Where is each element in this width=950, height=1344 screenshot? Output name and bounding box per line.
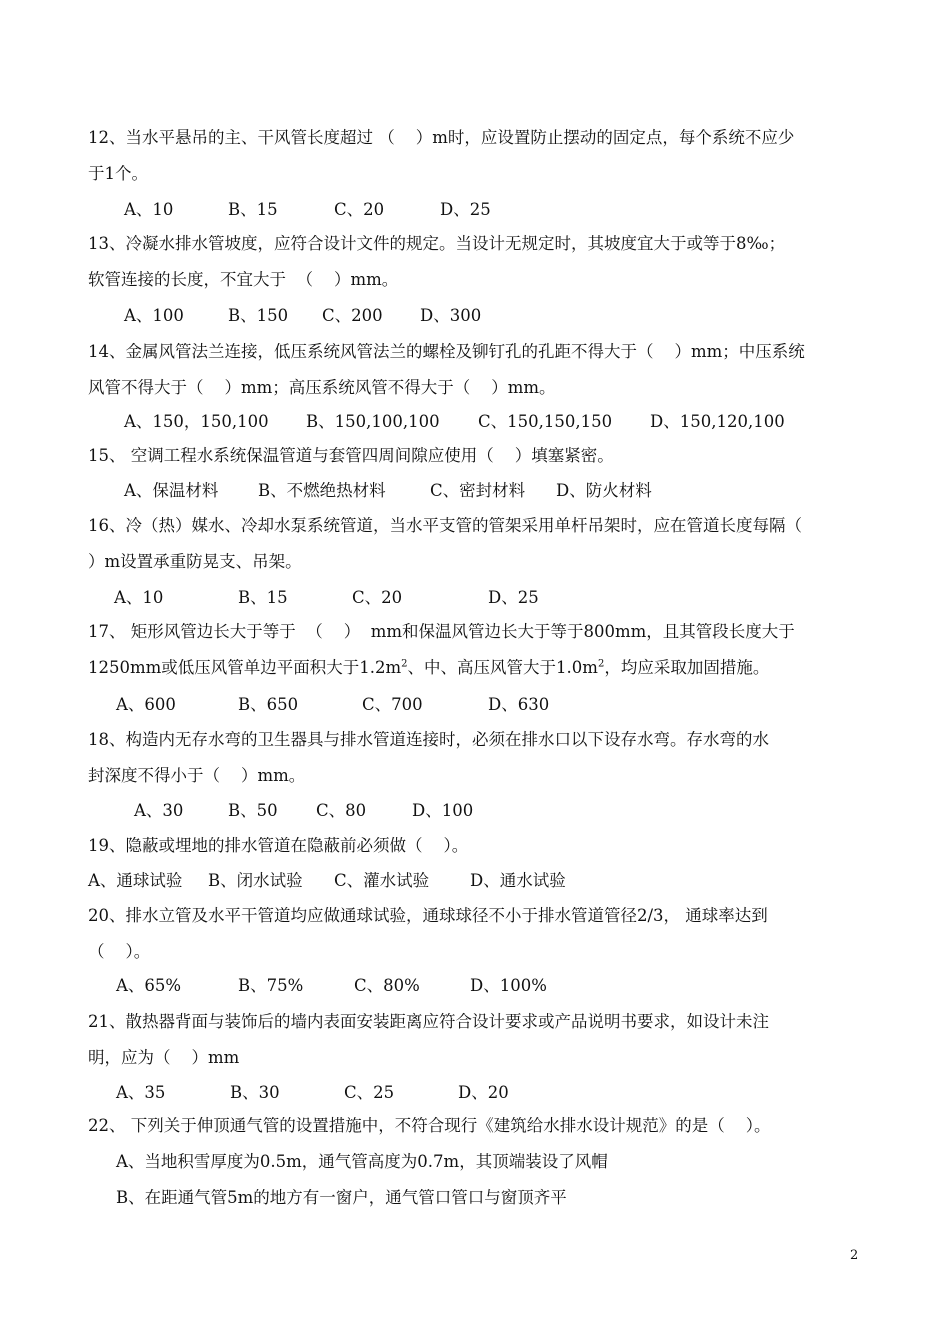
- q15-line-1: 15、 空调工程水系统保温管道与套管四周间隙应使用（ ）填塞紧密。: [88, 446, 614, 465]
- q19-option-b: B、闭水试验: [208, 871, 303, 890]
- q20-option-c: C、80%: [354, 976, 420, 995]
- q21-line-2: 明，应为（ ）mm: [88, 1048, 240, 1067]
- q18-option-d: D、100: [412, 801, 474, 820]
- q12-option-c: C、20: [334, 200, 385, 219]
- q19-option-a: A、通球试验: [88, 871, 183, 890]
- q17-option-c: C、700: [362, 695, 423, 714]
- q13-option-b: B、150: [228, 306, 289, 325]
- q20-option-a: A、65%: [116, 976, 182, 995]
- q13-line-1: 13、冷凝水排水管坡度，应符合设计文件的规定。当设计无规定时，其坡度宜大于或等于8‰；: [88, 234, 786, 253]
- q16-option-c: C、20: [352, 588, 403, 607]
- q18-option-a: A、30: [134, 801, 184, 820]
- q21-option-b: B、30: [230, 1083, 280, 1102]
- q17-line-2-part-1: 1250mm或低压风管单边平面积大于1.2m: [88, 658, 402, 677]
- q21-option-a: A、35: [116, 1083, 166, 1102]
- q17-line-2: [88, 656, 769, 680]
- q16-line-2: ）m设置承重防晃支、吊架。: [88, 552, 302, 571]
- q15-option-d: D、防火材料: [556, 481, 652, 500]
- q14-option-b: B、150,100,100: [306, 412, 440, 431]
- q20-option-b: B、75%: [238, 976, 304, 995]
- q18-line-1: 18、构造内无存水弯的卫生器具与排水管道连接时，必须在排水口以下设存水弯。存水弯的水: [88, 730, 769, 749]
- q14-option-c: C、150,150,150: [478, 412, 613, 431]
- q20-line-2: （ ）。: [88, 942, 151, 961]
- q17-option-a: A、600: [116, 695, 176, 714]
- q17-line-2-part-2: 、中、高压风管大于1.0m: [407, 658, 598, 677]
- q22-option-a: A、当地积雪厚度为0.5m，通气管高度为0.7m，其顶端装设了风帽: [116, 1152, 608, 1171]
- q17-option-b: B、650: [238, 695, 299, 714]
- q20-option-d: D、100%: [470, 976, 547, 995]
- q17-superscript-1: 2: [401, 658, 408, 670]
- q14-line-2: 风管不得大于（ ）mm；高压系统风管不得大于（ ）mm。: [88, 378, 556, 397]
- q17-option-d: D、630: [488, 695, 550, 714]
- q14-option-a: A、150，150,100: [124, 412, 269, 431]
- q13-line-2: 软管连接的长度，不宜大于 （ ）mm。: [88, 270, 399, 289]
- q19-line-1: 19、隐蔽或埋地的排水管道在隐蔽前必须做（ ）。: [88, 836, 469, 855]
- q19-option-d: D、通水试验: [470, 871, 566, 890]
- q17-superscript-2: 2: [597, 658, 605, 670]
- q12-line-1: 12、当水平悬吊的主、干风管长度超过 （ ）m时，应设置防止摆动的固定点，每个系统不应少: [88, 128, 795, 147]
- q16-option-d: D、25: [488, 588, 539, 607]
- q22-option-b: B、在距通气管5m的地方有一窗户，通气管口管口与窗顶齐平: [116, 1188, 567, 1207]
- q18-option-b: B、50: [228, 801, 278, 820]
- page-number: 2: [850, 1248, 859, 1263]
- q21-line-1: 21、散热器背面与装饰后的墙内表面安装距离应符合设计要求或产品说明书要求，如设计未注: [88, 1012, 769, 1031]
- q15-option-c: C、密封材料: [430, 481, 526, 500]
- q21-option-c: C、25: [344, 1083, 395, 1102]
- q16-line-1: 16、冷（热）媒水、冷却水泵系统管道，当水平支管的管架采用单杆吊架时，应在管道长度每隔（: [88, 516, 802, 535]
- q16-option-a: A、10: [114, 588, 164, 607]
- q17-line-2-part-3: ，均应采取加固措施。: [604, 658, 770, 677]
- q12-line-2: 于1个。: [88, 164, 148, 183]
- q12-option-b: B、15: [228, 200, 278, 219]
- q21-option-d: D、20: [458, 1083, 509, 1102]
- q18-line-2: 封深度不得小于（ ）mm。: [88, 766, 306, 785]
- q17-line-1: 17、 矩形风管边长大于等于 （ ） mm和保温风管边长大于等于800mm，且其管段长度大于: [88, 622, 795, 641]
- q13-option-c: C、200: [322, 306, 383, 325]
- q22-line-1: 22、 下列关于伸顶通气管的设置措施中，不符合现行《建筑给水排水设计规范》的是（ ）。: [88, 1116, 771, 1135]
- q13-option-d: D、300: [420, 306, 482, 325]
- q16-option-b: B、15: [238, 588, 288, 607]
- q15-option-a: A、保温材料: [124, 481, 219, 500]
- q14-line-1: 14、金属风管法兰连接，低压系统风管法兰的螺栓及铆钉孔的孔距不得大于（ ）mm；中压系统: [88, 342, 805, 361]
- q19-option-c: C、灌水试验: [334, 871, 430, 890]
- q18-option-c: C、80: [316, 801, 367, 820]
- q13-option-a: A、100: [124, 306, 184, 325]
- q20-line-1: 20、排水立管及水平干管道均应做通球试验，通球球径不小于排水管道管径2/3， 通球率达到: [88, 906, 768, 925]
- q12-option-d: D、25: [440, 200, 491, 219]
- q12-option-a: A、10: [124, 200, 174, 219]
- q14-option-d: D、150,120,100: [650, 412, 785, 431]
- q15-option-b: B、不燃绝热材料: [258, 481, 386, 500]
